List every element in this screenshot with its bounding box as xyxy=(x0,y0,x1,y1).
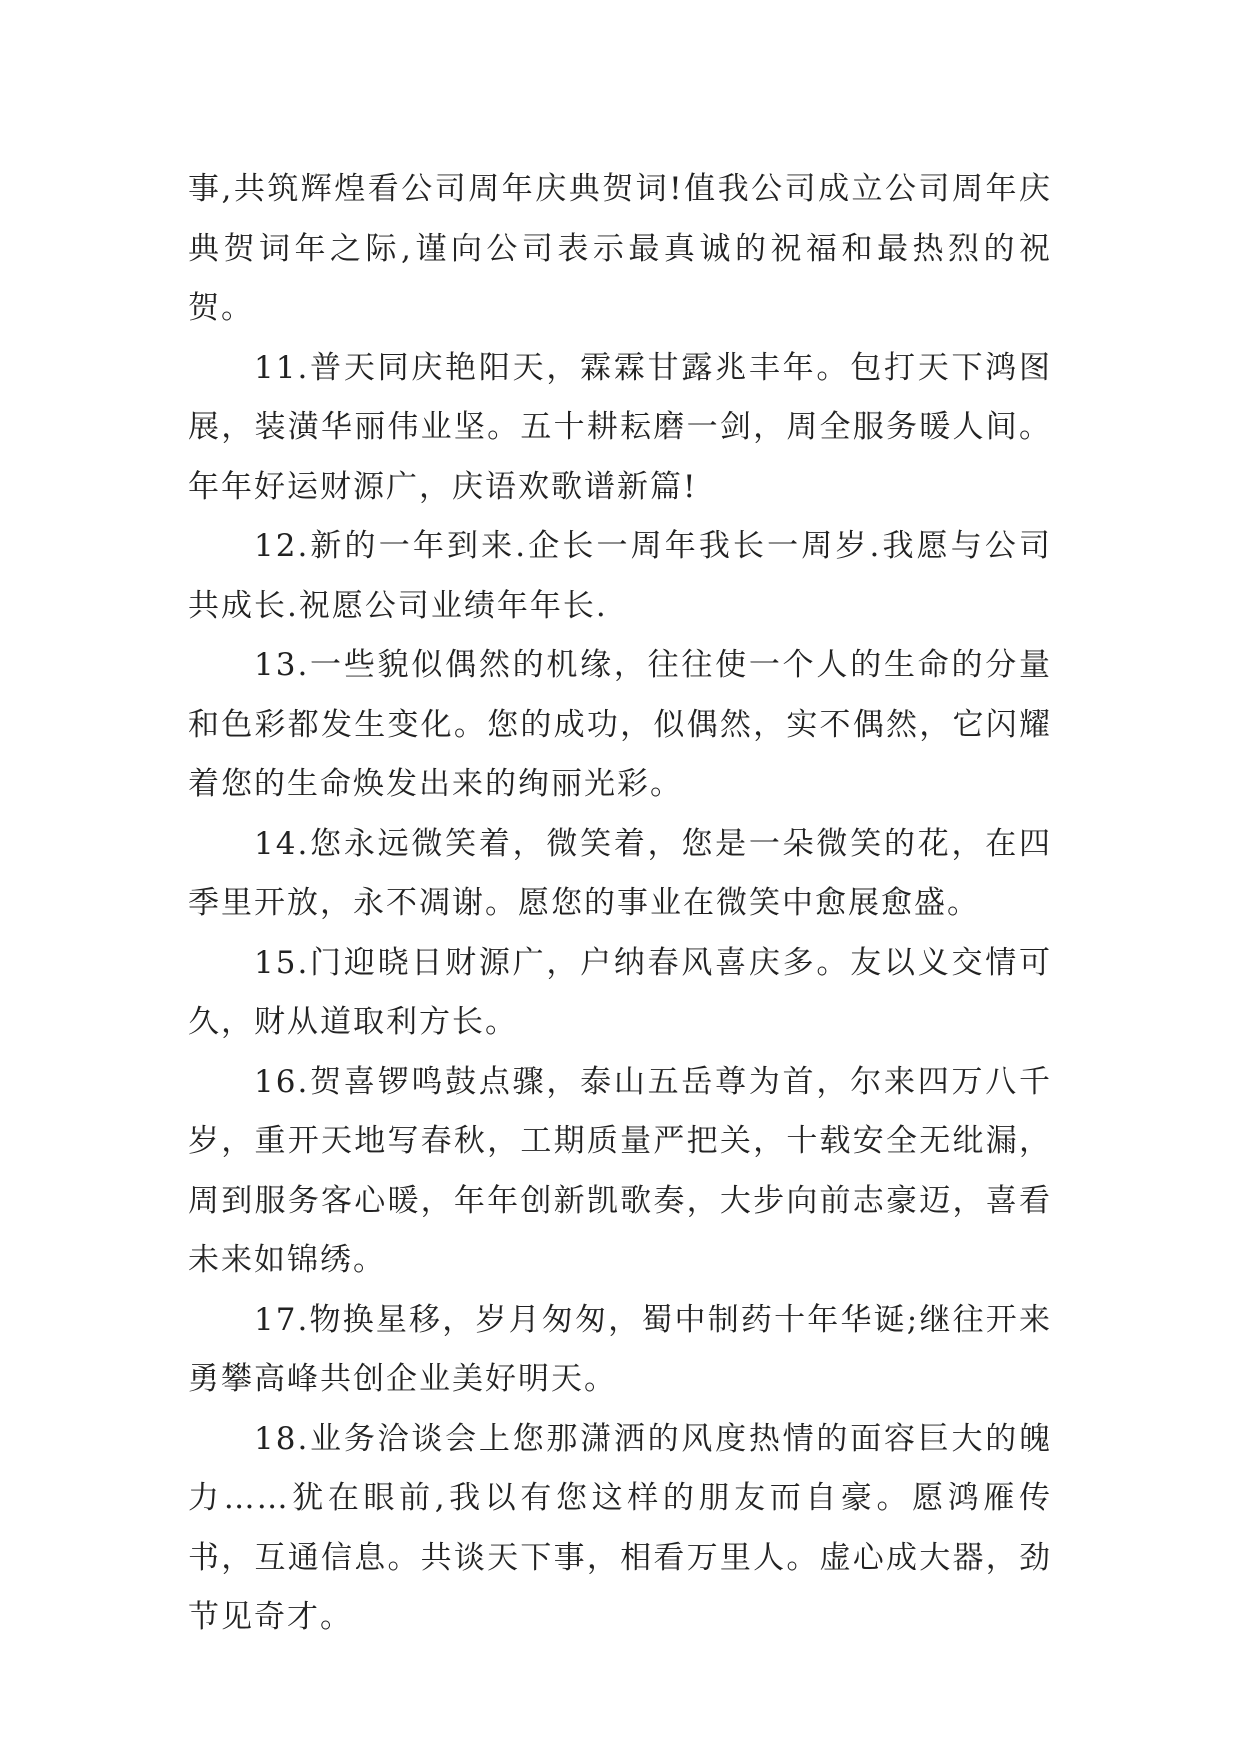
paragraph-continued: 事,共筑辉煌看公司周年庆典贺词!值我公司成立公司周年庆典贺词年之际,谨向公司表示最真诚的祝福和最热烈的祝贺。 xyxy=(188,171,1052,326)
paragraph-item-14: 14.您永远微笑着，微笑着，您是一朵微笑的花，在四季里开放，永不凋谢。愿您的事业在微笑中愈展愈盛。 xyxy=(188,825,1052,921)
paragraph-item-11: 11.普天同庆艳阳天，霖霖甘露兆丰年。包打天下鸿图展，装潢华丽伟业坚。五十耕耘磨一剑，周全服务暖人间。年年好运财源广，庆语欢歌谱新篇! xyxy=(188,349,1052,505)
paragraph-item-18: 18.业务洽谈会上您那潇洒的风度热情的面容巨大的魄力……犹在眼前,我以有您这样的朋友而自豪。愿鸿雁传书，互通信息。共谈天下事，相看万里人。虚心成大器，劲节见奇才。 xyxy=(188,1420,1052,1635)
paragraph-item-17: 17.物换星移，岁月匆匆，蜀中制药十年华诞;继往开来勇攀高峰共创企业美好明天。 xyxy=(188,1301,1052,1397)
paragraph-item-12: 12.新的一年到来.企长一周年我长一周岁.我愿与公司共成长.祝愿公司业绩年年长. xyxy=(188,528,1052,624)
document-body xyxy=(188,160,1052,1648)
paragraph-item-15: 15.门迎晓日财源广，户纳春风喜庆多。友以义交情可久，财从道取利方长。 xyxy=(188,944,1052,1040)
paragraph-item-16: 16.贺喜锣鸣鼓点骤，泰山五岳尊为首，尔来四万八千岁，重开天地写春秋，工期质量严把关，十载安全无纰漏，周到服务客心暖，年年创新凯歌奏，大步向前志豪迈，喜看未来如锦绣。 xyxy=(188,1063,1052,1278)
paragraph-item-13: 13.一些貌似偶然的机缘，往往使一个人的生命的分量和色彩都发生变化。您的成功，似偶然，实不偶然，它闪耀着您的生命焕发出来的绚丽光彩。 xyxy=(188,647,1052,802)
